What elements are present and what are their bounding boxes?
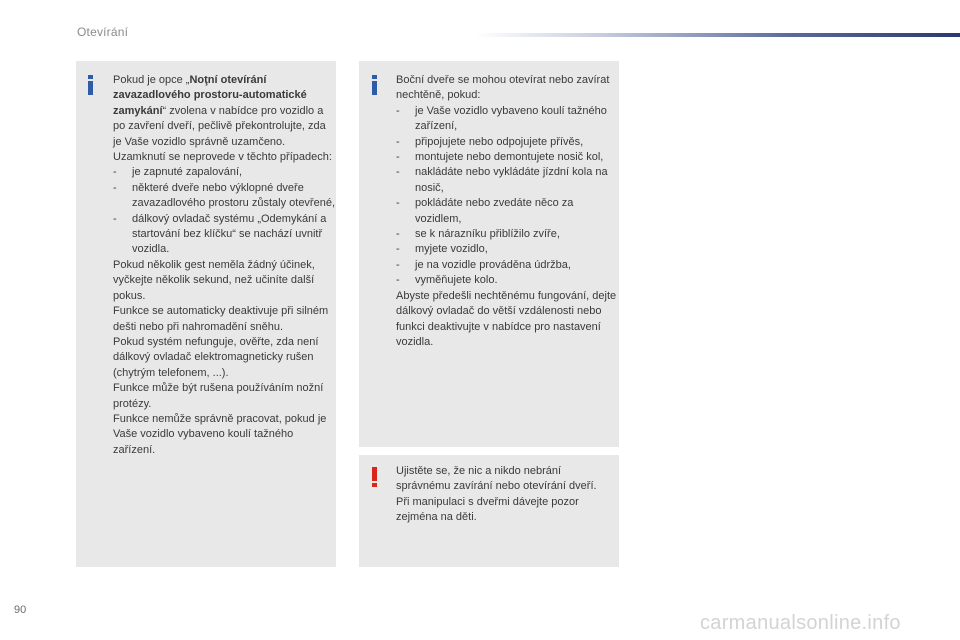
header-gradient-bar <box>475 33 960 37</box>
info-text-left <box>113 73 335 458</box>
list-item: - montujete nebo demontujete nosič kol, <box>396 150 618 165</box>
list-item: - se k nárazníku přiblížilo zvíře, <box>396 227 618 242</box>
paragraph: Funkce se automaticky deaktivuje při silném dešti nebo při nahromadění sněhu. <box>113 305 329 333</box>
list-item: - pokládáte nebo zvedáte něco za vozidlem, <box>396 196 618 227</box>
list-item: - je Vaše vozidlo vybaveno koulí tažného zařízení, <box>396 104 618 135</box>
paragraph: Funkce může být rušena používáním nožní protézy. <box>113 382 324 410</box>
list-item: - některé dveře nebo výklopné dveře zavazadlového prostoru zůstaly otevřené, <box>113 181 335 212</box>
paragraph: Pokud systém nefunguje, ověřte, zda není dálkový ovladač elektromagneticky rušen (chytrým telefonem, ...). <box>113 335 319 379</box>
list-item: - dálkový ovladač systému „Odemykání a startování bez klíčku“ se nachází uvnitř vozidla. <box>113 212 335 258</box>
paragraph-intro: Boční dveře se mohou otevírat nebo zavírat nechtěně, pokud: <box>396 74 610 102</box>
page-header-title: Otevírání <box>77 25 129 39</box>
paragraph: Abyste předešli nechtěnému fungování, dejte dálkový ovladač do větší vzdálenosti nebo funkci deaktivujte v nabídce pro nastavení vozidla. <box>396 289 617 348</box>
watermark: carmanualsonline.info <box>700 612 901 634</box>
list-item: - vyměňujete kolo. <box>396 273 618 288</box>
warning-text <box>396 464 618 526</box>
list-item: - připojujete nebo odpojujete přívěs, <box>396 135 618 150</box>
list-item: - je na vozidle prováděna údržba, <box>396 258 618 273</box>
paragraph: Funkce nemůže správně pracovat, pokud je Vaše vozidlo vybaveno koulí tažného zařízení. <box>113 412 327 456</box>
list-item: - myjete vozidlo, <box>396 242 618 257</box>
option-name: Noţní otevírání zavazadlového prostoru-automatické zamykání <box>113 74 307 117</box>
situation-list <box>396 104 618 289</box>
paragraph: Při manipulaci s dveřmi dávejte pozor zejména na děti. <box>396 495 579 524</box>
condition-list <box>113 165 335 257</box>
list-item: - je zapnuté zapalování, <box>113 165 335 180</box>
page-number: 90 <box>14 604 27 616</box>
paragraph: Ujistěte se, že nic a nikdo nebrání správnému zavírání nebo otevírání dveří. <box>396 465 597 493</box>
list-item: - nakládáte nebo vykládáte jízdní kola na nosič, <box>396 165 618 196</box>
paragraph: Pokud několik gest neměla žádný účinek, vyčkejte několik sekund, než učiníte další pokus. <box>113 258 315 302</box>
paragraph-intro: Pokud je opce „Noţní otevírání zavazadlového prostoru-automatické zamykání“ zvolena v nabídce pro vozidlo a po zavření dveří, pečlivě překontrolujte, zda je Vaše vozidlo správně uzamčeno. <box>113 74 326 148</box>
info-text-right <box>396 73 618 350</box>
paragraph: Uzamknutí se neprovede v těchto případech: <box>113 151 332 164</box>
